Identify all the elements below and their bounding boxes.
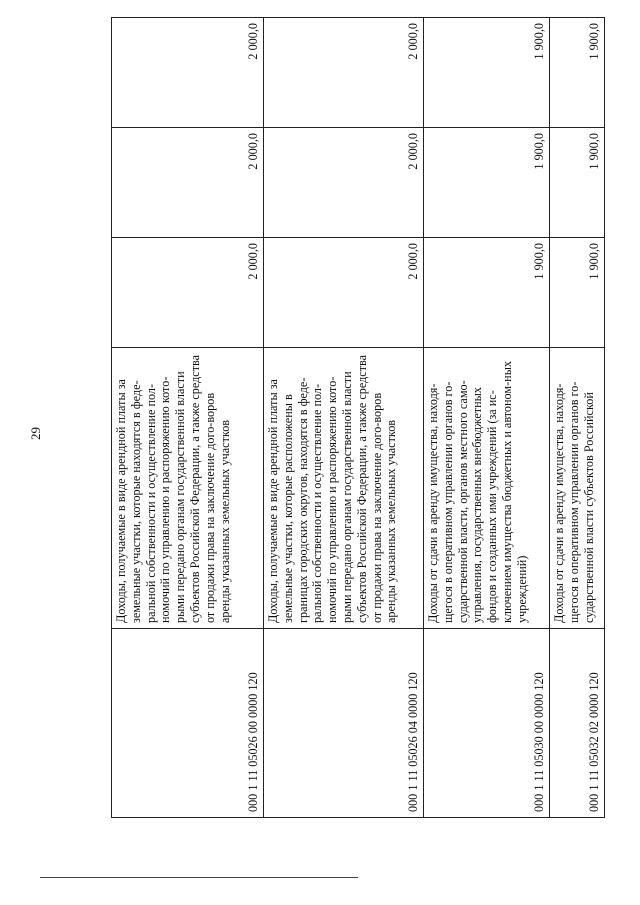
table-row: [264, 18, 424, 818]
rotated-table-container: [111, 23, 604, 818]
table-row: [550, 18, 605, 818]
revenue-name: Доходы от сдачи в аренду имущества, находя-щегося в оперативном управлении органов го-сударственной власти, органов местного само-управления, государственных внебюджетных фондов и созданных ими учреждений (за ис-ключением имущества бюджетных и автоном-ных учреждений): [424, 348, 550, 629]
page-number: 29: [28, 427, 43, 440]
footnote-divider: [40, 877, 358, 878]
revenue-table: [111, 17, 605, 818]
revenue-code: 000 1 11 05032 02 0000 120: [550, 629, 605, 818]
revenue-code: 000 1 11 05026 04 0000 120: [264, 629, 424, 818]
table-row: [112, 18, 264, 818]
revenue-name-text: Доходы от сдачи в аренду имущества, находя-щегося в оперативном управлении органов го-сударственной власти субъектов Российской: [552, 381, 596, 623]
table-row: [424, 18, 550, 818]
value-cell: 2 000,0: [112, 238, 264, 348]
value-cell: 2 000,0: [112, 18, 264, 128]
revenue-name: Доходы, получаемые в виде арендной платы за земельные участки, которые находятся в феде-ральной собственности и осуществление пол-номочий по управлению и распоряжению кото-рыми передано органам государственной власти субъектов Российской Федерации, а также средства от продажи права на заключение дого-воров аренды указанных земельных участков: [112, 348, 264, 629]
value-cell: 2 000,0: [112, 128, 264, 238]
value-cell: 1 900,0: [424, 128, 550, 238]
revenue-name: Доходы, получаемые в виде арендной платы за земельные участки, которые расположены в границах городских округов, находятся в феде-ральной собственности и осуществление пол-номочий по управлению и распоряжению кото-рыми передано органам государственной власти субъектов Российской Федерации, а также средства от продажи права на заключение дого-воров аренды указанных земельных участков: [264, 348, 424, 629]
value-cell: 2 000,0: [264, 238, 424, 348]
value-cell: 2 000,0: [264, 18, 424, 128]
value-cell: 1 900,0: [424, 18, 550, 128]
value-cell: 1 900,0: [424, 238, 550, 348]
value-cell: 2 000,0: [264, 128, 424, 238]
revenue-name: [550, 348, 605, 629]
value-cell: 1 900,0: [550, 238, 605, 348]
value-cell: 1 900,0: [550, 128, 605, 238]
revenue-code: 000 1 11 05030 00 0000 120: [424, 629, 550, 818]
value-cell: 1 900,0: [550, 18, 605, 128]
revenue-code: 000 1 11 05026 00 0000 120: [112, 629, 264, 818]
